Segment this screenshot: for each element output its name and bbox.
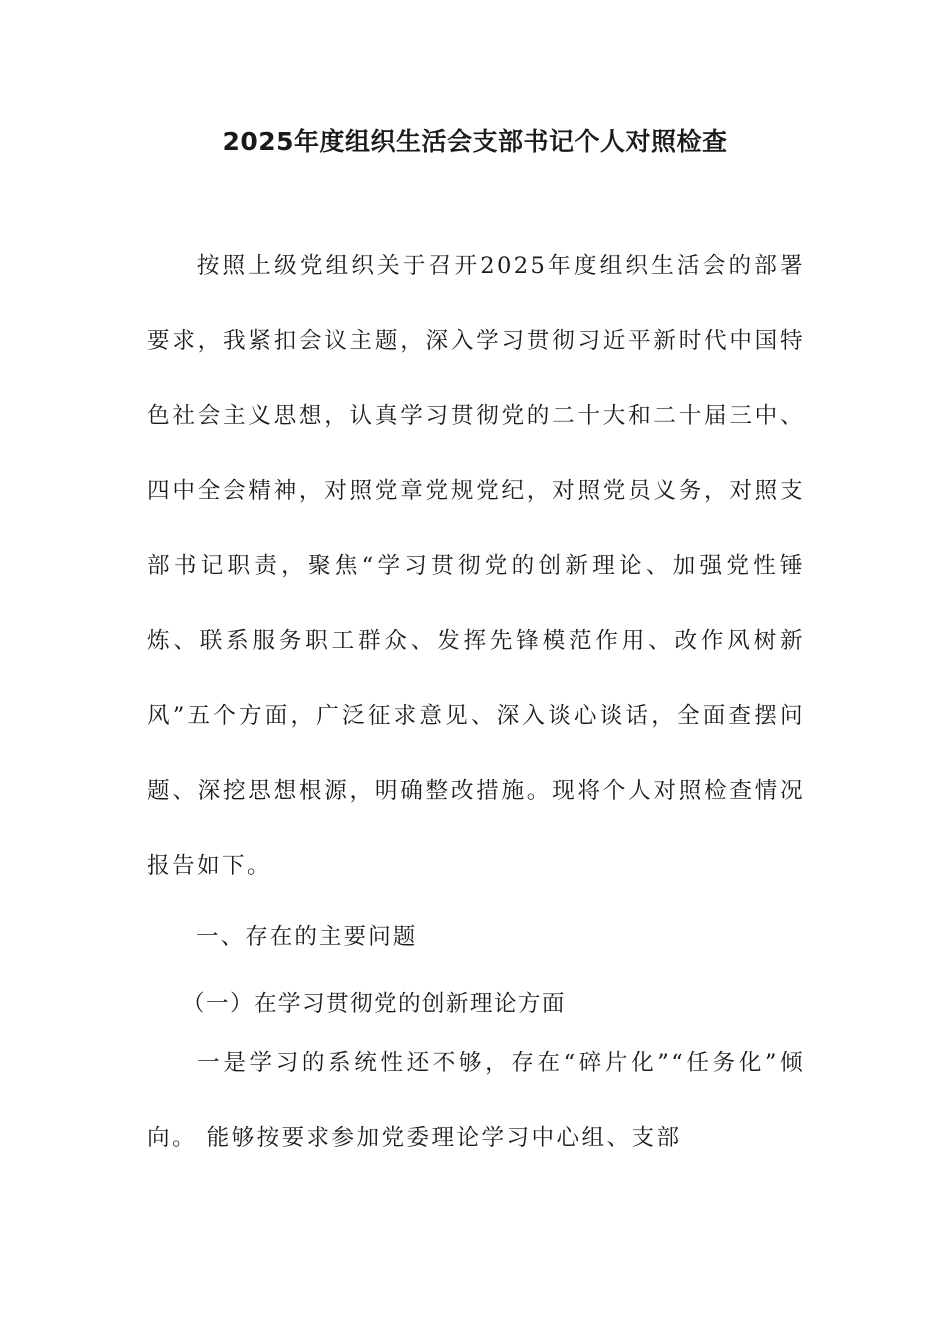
intro-paragraph: [147, 229, 805, 904]
intro-paragraph-text: 按照上级党组织关于召开2025年度组织生活会的部署要求，我紧扣会议主题，深入学习贯彻习近平新时代中国特色社会主义思想，认真学习贯彻党的二十大和二十届三中、四中全会精神，对照党章党规党纪，对照党员义务，对照支部书记职责，聚焦“学习贯彻党的创新理论、加强党性锤炼、联系服务职工群众、发挥先锋模范作用、改作风树新风”五个方面，广泛征求意见、深入谈心谈话，全面查摆问题、深挖思想根源，明确整改措施。现将个人对照检查情况报告如下。: [147, 253, 805, 879]
point-paragraph-1-text: 一是学习的系统性还不够，存在“碎片化”“任务化”倾向。 能够按要求参加党委理论学习中心组、支部: [147, 1050, 805, 1151]
subsection-heading-1: （一）在学习贯彻党的创新理论方面: [182, 991, 566, 1017]
section-heading-1: 一、存在的主要问题: [196, 924, 418, 950]
point-paragraph-1: [147, 1026, 805, 1176]
document-title: 2025年度组织生活会支部书记个人对照检查: [222, 127, 728, 156]
